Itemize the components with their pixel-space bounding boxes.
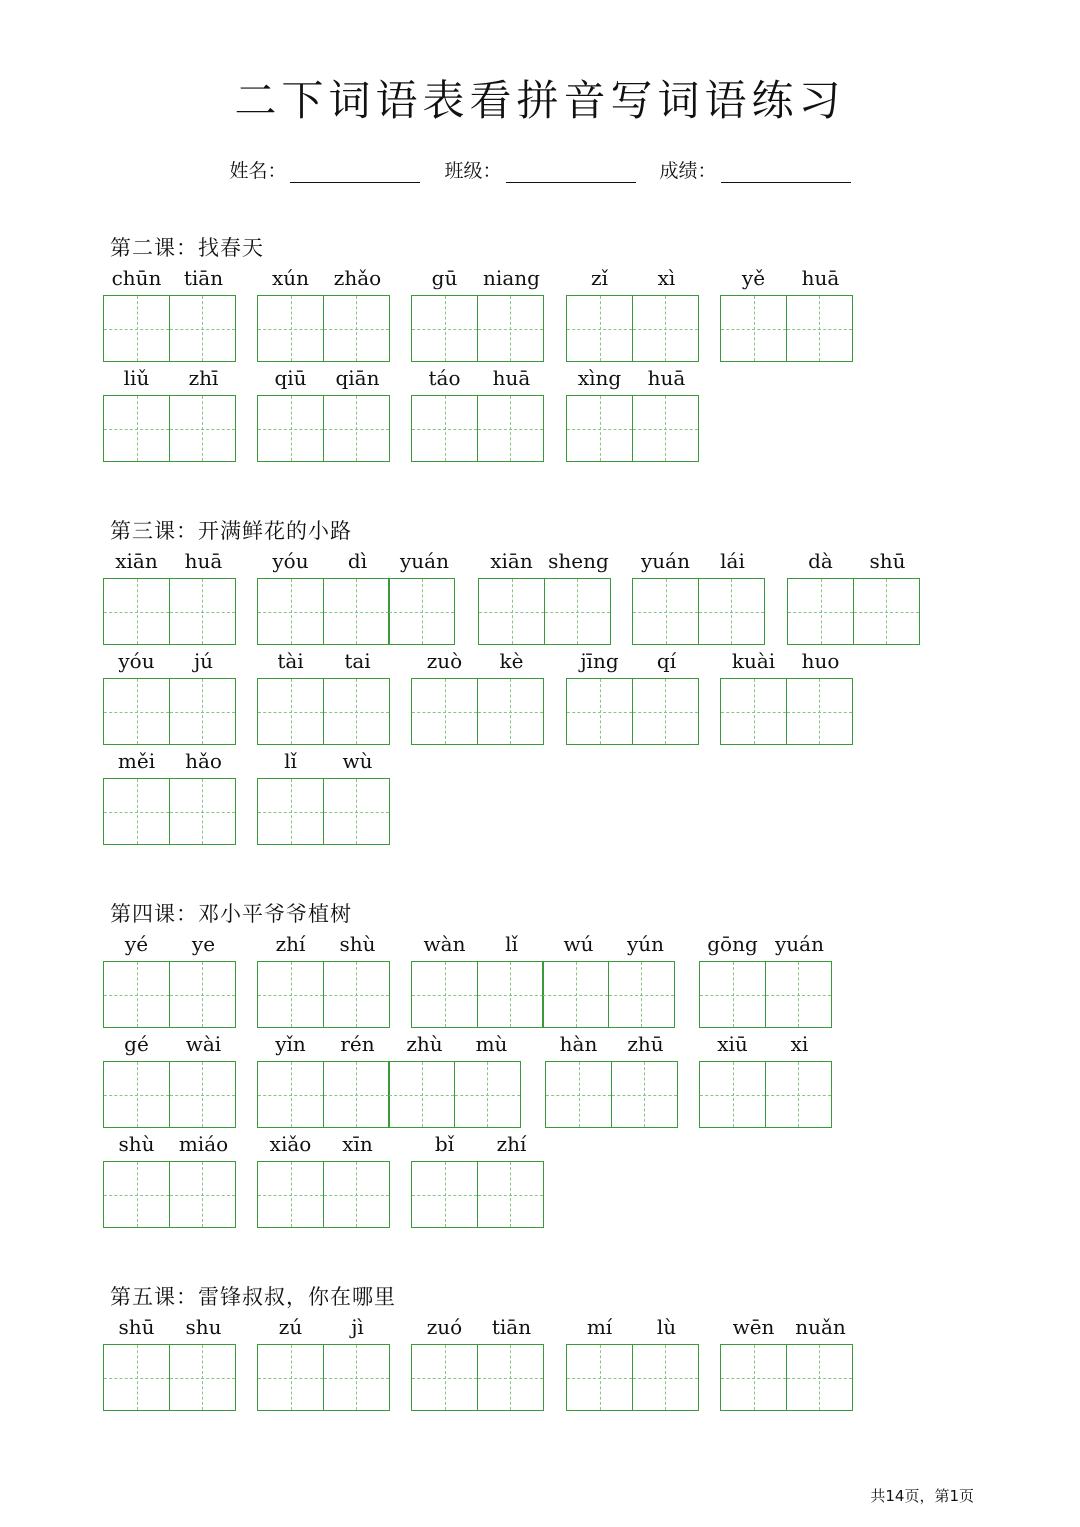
pinyin-syllable: yuán: [400, 549, 449, 573]
word-item: [257, 928, 391, 1028]
word-item: [257, 1128, 391, 1228]
word-item: [257, 262, 391, 362]
pinyin-syllable: xi: [790, 1032, 809, 1056]
pinyin-syllable: kè: [499, 649, 524, 673]
word-item: [411, 1311, 545, 1411]
writing-cell[interactable]: [411, 295, 478, 362]
pinyin-row: [411, 1128, 545, 1161]
pinyin-syllable: xiū: [717, 1032, 748, 1056]
pinyin-row: [103, 1311, 237, 1344]
lesson-title: 第二课：找春天: [110, 236, 264, 260]
writing-cell[interactable]: [699, 1061, 766, 1128]
tianzige-grid: [103, 778, 237, 845]
word-item: [103, 745, 237, 845]
lesson-title: 第三课：开满鲜花的小路: [110, 519, 352, 543]
pinyin-syllable: xì: [657, 266, 676, 290]
writing-cell[interactable]: [786, 678, 853, 745]
tianzige-grid: [257, 961, 391, 1028]
writing-cell[interactable]: [169, 578, 236, 645]
pinyin-syllable: yuán: [641, 549, 690, 573]
pinyin-syllable: xiǎo: [269, 1132, 312, 1156]
word-item: [699, 928, 833, 1028]
writing-cell[interactable]: [787, 578, 854, 645]
pinyin-syllable: huā: [184, 549, 223, 573]
pinyin-syllable: jīng: [580, 649, 619, 673]
pinyin-syllable: yuán: [775, 932, 824, 956]
writing-cell[interactable]: [103, 1161, 170, 1228]
pinyin-row: [699, 1028, 833, 1061]
word-item: [103, 1128, 237, 1228]
pinyin-row: [411, 928, 679, 961]
pinyin-syllable: liǔ: [123, 366, 150, 390]
tianzige-grid: [411, 1161, 545, 1228]
writing-cell[interactable]: [545, 1061, 612, 1128]
word-item: [103, 262, 237, 362]
tianzige-grid: [257, 678, 391, 745]
writing-cell[interactable]: [169, 1061, 236, 1128]
tianzige-grid: [103, 1061, 237, 1128]
pinyin-syllable: zuò: [426, 649, 463, 673]
pinyin-syllable: yóu: [118, 649, 155, 673]
writing-cell[interactable]: [632, 295, 699, 362]
pinyin-row: [411, 362, 545, 395]
tianzige-grid: [257, 778, 391, 845]
pinyin-syllable: gū: [431, 266, 458, 290]
pinyin-syllable: yóu: [272, 549, 309, 573]
word-item: [545, 1028, 679, 1128]
pinyin-row: [257, 545, 458, 578]
tianzige-grid: [103, 678, 237, 745]
word-item: [566, 645, 700, 745]
writing-cell[interactable]: [257, 961, 324, 1028]
pinyin-syllable: zǐ: [591, 266, 608, 290]
word-item: [566, 262, 700, 362]
class-field[interactable]: [444, 156, 635, 183]
writing-cell[interactable]: [103, 578, 170, 645]
pinyin-row: [566, 1311, 700, 1344]
tianzige-grid: [720, 1344, 854, 1411]
writing-cell[interactable]: [632, 578, 699, 645]
writing-cell[interactable]: [323, 678, 390, 745]
pinyin-syllable: rén: [340, 1032, 375, 1056]
tianzige-grid: [411, 395, 545, 462]
word-item: [257, 1028, 525, 1128]
pinyin-syllable: xìng: [577, 366, 622, 390]
pinyin-row: [632, 545, 766, 578]
word-item: [411, 1128, 545, 1228]
pinyin-syllable: wú: [563, 932, 594, 956]
writing-cell[interactable]: [477, 295, 544, 362]
pinyin-syllable: shu: [185, 1315, 222, 1339]
writing-cell[interactable]: [544, 578, 611, 645]
pinyin-row: [545, 1028, 679, 1061]
pinyin-syllable: jì: [351, 1315, 364, 1339]
word-item: [103, 545, 237, 645]
pinyin-syllable: wù: [342, 749, 373, 773]
word-item: [103, 1028, 237, 1128]
pinyin-syllable: wēn: [732, 1315, 775, 1339]
pinyin-syllable: zuó: [426, 1315, 463, 1339]
writing-cell[interactable]: [765, 1061, 832, 1128]
word-item: [411, 362, 545, 462]
word-item: [566, 1311, 700, 1411]
tianzige-grid: [411, 1344, 545, 1411]
pinyin-syllable: tiān: [491, 1315, 532, 1339]
pinyin-syllable: chūn: [111, 266, 162, 290]
pinyin-row: [257, 1311, 391, 1344]
writing-cell[interactable]: [720, 295, 787, 362]
writing-cell[interactable]: [103, 295, 170, 362]
pinyin-syllable: dà: [808, 549, 833, 573]
writing-cell[interactable]: [323, 295, 390, 362]
tianzige-grid: [787, 578, 921, 645]
tianzige-grid: [411, 295, 545, 362]
pinyin-syllable: nuǎn: [795, 1315, 846, 1339]
writing-cell[interactable]: [699, 961, 766, 1028]
writing-cell[interactable]: [566, 395, 633, 462]
pinyin-row: [103, 1028, 237, 1061]
score-label: 成绩：: [659, 160, 717, 182]
writing-cell[interactable]: [169, 295, 236, 362]
writing-cell[interactable]: [257, 778, 324, 845]
pinyin-syllable: tiān: [183, 266, 224, 290]
writing-cell[interactable]: [169, 678, 236, 745]
word-item: [103, 362, 237, 462]
pinyin-row: [411, 262, 545, 295]
word-item: [720, 262, 854, 362]
tianzige-grid: [257, 1344, 391, 1411]
word-item: [103, 645, 237, 745]
writing-cell[interactable]: [786, 1344, 853, 1411]
pinyin-row: [103, 362, 237, 395]
word-item: [257, 745, 391, 845]
tianzige-grid: [566, 1344, 700, 1411]
writing-cell[interactable]: [608, 961, 675, 1028]
writing-cell[interactable]: [566, 295, 633, 362]
writing-cell[interactable]: [169, 778, 236, 845]
pinyin-row: [257, 1028, 525, 1061]
writing-cell[interactable]: [853, 578, 920, 645]
pinyin-syllable: zhǎo: [333, 266, 382, 290]
writing-cell[interactable]: [411, 678, 478, 745]
writing-cell[interactable]: [720, 678, 787, 745]
writing-cell[interactable]: [323, 778, 390, 845]
pinyin-syllable: xiān: [490, 549, 533, 573]
pinyin-syllable: yě: [741, 266, 766, 290]
pinyin-row: [257, 928, 391, 961]
word-item: [257, 645, 391, 745]
pinyin-row: [257, 745, 391, 778]
writing-cell[interactable]: [632, 678, 699, 745]
writing-cell[interactable]: [323, 578, 390, 645]
writing-cell[interactable]: [566, 1344, 633, 1411]
tianzige-grid: [566, 295, 700, 362]
writing-cell[interactable]: [323, 961, 390, 1028]
tianzige-grid: [699, 961, 833, 1028]
pinyin-syllable: miáo: [178, 1132, 229, 1156]
pinyin-row: [720, 262, 854, 295]
pinyin-syllable: ye: [191, 932, 216, 956]
pinyin-syllable: yé: [124, 932, 149, 956]
pinyin-row: [103, 645, 237, 678]
tianzige-grid: [103, 1344, 237, 1411]
pinyin-syllable: zhí: [275, 932, 306, 956]
pinyin-syllable: shù: [339, 932, 376, 956]
tianzige-grid: [632, 578, 766, 645]
writing-cell[interactable]: [411, 1161, 478, 1228]
writing-cell[interactable]: [169, 395, 236, 462]
word-item: [566, 362, 700, 462]
writing-cell[interactable]: [388, 578, 455, 645]
writing-cell[interactable]: [323, 1344, 390, 1411]
pinyin-syllable: zhī: [188, 366, 219, 390]
writing-cell[interactable]: [323, 395, 390, 462]
name-label: 姓名：: [229, 160, 287, 182]
pinyin-syllable: lǐ: [505, 932, 518, 956]
writing-cell[interactable]: [411, 961, 478, 1028]
pinyin-syllable: zú: [278, 1315, 303, 1339]
pinyin-row: [787, 545, 921, 578]
pinyin-row: [478, 545, 612, 578]
writing-cell[interactable]: [169, 961, 236, 1028]
writing-cell[interactable]: [411, 395, 478, 462]
word-item: [103, 928, 237, 1028]
pinyin-syllable: gé: [124, 1032, 149, 1056]
pinyin-row: [411, 1311, 545, 1344]
pinyin-syllable: niang: [483, 266, 540, 290]
writing-cell[interactable]: [257, 295, 324, 362]
pinyin-syllable: qí: [656, 649, 677, 673]
score-field[interactable]: [660, 156, 851, 183]
pinyin-row: [699, 928, 833, 961]
pinyin-syllable: shū: [869, 549, 906, 573]
writing-cell[interactable]: [611, 1061, 678, 1128]
word-item: [257, 1311, 391, 1411]
writing-cell[interactable]: [257, 578, 324, 645]
pinyin-row: [257, 645, 391, 678]
pinyin-syllable: gōng: [707, 932, 758, 956]
writing-cell[interactable]: [477, 395, 544, 462]
pinyin-row: [720, 645, 854, 678]
pinyin-syllable: mí: [586, 1315, 613, 1339]
tianzige-grid: [545, 1061, 679, 1128]
tianzige-grid: [257, 578, 458, 645]
pinyin-row: [103, 745, 237, 778]
tianzige-grid: [257, 1061, 525, 1128]
writing-cell[interactable]: [478, 578, 545, 645]
writing-cell[interactable]: [454, 1061, 521, 1128]
pinyin-syllable: huā: [801, 266, 840, 290]
writing-cell[interactable]: [388, 1061, 455, 1128]
pinyin-syllable: xiān: [115, 549, 158, 573]
word-item: [257, 362, 391, 462]
pinyin-syllable: shù: [118, 1132, 155, 1156]
tianzige-grid: [411, 678, 545, 745]
word-item: [720, 1311, 854, 1411]
class-blank[interactable]: [506, 160, 636, 183]
student-info-row: [0, 156, 1080, 183]
pinyin-syllable: tai: [344, 649, 371, 673]
word-item: [787, 545, 921, 645]
pinyin-syllable: zhí: [496, 1132, 527, 1156]
pinyin-syllable: wài: [185, 1032, 222, 1056]
pinyin-syllable: huā: [492, 366, 531, 390]
pinyin-syllable: zhù: [406, 1032, 443, 1056]
class-label: 班级：: [444, 160, 502, 182]
tianzige-grid: [478, 578, 612, 645]
tianzige-grid: [103, 578, 237, 645]
pinyin-row: [103, 928, 237, 961]
pinyin-syllable: yún: [626, 932, 665, 956]
pinyin-syllable: měi: [117, 749, 156, 773]
pinyin-row: [257, 262, 391, 295]
pinyin-syllable: lù: [656, 1315, 677, 1339]
tianzige-grid: [257, 395, 391, 462]
pinyin-row: [566, 362, 700, 395]
writing-cell[interactable]: [103, 1344, 170, 1411]
pinyin-syllable: táo: [428, 366, 461, 390]
word-item: [699, 1028, 833, 1128]
pinyin-syllable: tài: [277, 649, 304, 673]
writing-cell[interactable]: [477, 1344, 544, 1411]
writing-cell[interactable]: [257, 395, 324, 462]
pinyin-syllable: dì: [347, 549, 368, 573]
pinyin-syllable: lǐ: [284, 749, 297, 773]
pinyin-syllable: xīn: [342, 1132, 373, 1156]
pinyin-syllable: qiū: [274, 366, 307, 390]
tianzige-grid: [720, 678, 854, 745]
pinyin-syllable: xún: [271, 266, 310, 290]
pinyin-syllable: wàn: [423, 932, 466, 956]
word-item: [411, 262, 545, 362]
name-field[interactable]: [229, 156, 420, 183]
writing-cell[interactable]: [103, 961, 170, 1028]
pinyin-row: [257, 362, 391, 395]
writing-cell[interactable]: [477, 961, 544, 1028]
pinyin-row: [720, 1311, 854, 1344]
writing-cell[interactable]: [477, 678, 544, 745]
word-item: [257, 545, 458, 645]
pinyin-syllable: bǐ: [434, 1132, 455, 1156]
word-item: [411, 928, 679, 1028]
pinyin-row: [566, 262, 700, 295]
page-title: 二下词语表看拼音写词语练习: [234, 76, 846, 125]
writing-cell[interactable]: [103, 778, 170, 845]
writing-cell[interactable]: [477, 1161, 544, 1228]
lesson-title: 第五课：雷锋叔叔，你在哪里: [110, 1285, 396, 1309]
writing-cell[interactable]: [411, 1344, 478, 1411]
pinyin-syllable: hàn: [559, 1032, 598, 1056]
pinyin-syllable: shū: [118, 1315, 155, 1339]
tianzige-grid: [411, 961, 679, 1028]
pinyin-syllable: sheng: [548, 549, 609, 573]
writing-cell[interactable]: [323, 1161, 390, 1228]
pinyin-row: [411, 645, 545, 678]
word-item: [720, 645, 854, 745]
writing-cell[interactable]: [103, 678, 170, 745]
pinyin-row: [103, 262, 237, 295]
tianzige-grid: [699, 1061, 833, 1128]
page-footer: 共14页，第1页: [870, 1487, 974, 1505]
writing-cell[interactable]: [103, 395, 170, 462]
writing-cell[interactable]: [169, 1344, 236, 1411]
pinyin-syllable: lái: [720, 549, 745, 573]
writing-cell[interactable]: [720, 1344, 787, 1411]
tianzige-grid: [566, 678, 700, 745]
name-blank[interactable]: [290, 160, 420, 183]
writing-cell[interactable]: [257, 1161, 324, 1228]
tianzige-grid: [257, 1161, 391, 1228]
pinyin-syllable: hǎo: [185, 749, 222, 773]
lesson-title: 第四课：邓小平爷爷植树: [110, 902, 352, 926]
writing-cell[interactable]: [169, 1161, 236, 1228]
pinyin-syllable: mù: [475, 1032, 508, 1056]
writing-cell[interactable]: [323, 1061, 390, 1128]
pinyin-syllable: zhū: [627, 1032, 664, 1056]
writing-cell[interactable]: [257, 678, 324, 745]
pinyin-syllable: yǐn: [275, 1032, 306, 1056]
tianzige-grid: [103, 961, 237, 1028]
word-item: [478, 545, 612, 645]
word-item: [632, 545, 766, 645]
writing-cell[interactable]: [103, 1061, 170, 1128]
writing-cell[interactable]: [698, 578, 765, 645]
writing-cell[interactable]: [257, 1344, 324, 1411]
writing-cell[interactable]: [566, 678, 633, 745]
word-item: [103, 1311, 237, 1411]
pinyin-row: [257, 1128, 391, 1161]
pinyin-row: [566, 645, 700, 678]
tianzige-grid: [257, 295, 391, 362]
pinyin-row: [103, 545, 237, 578]
tianzige-grid: [103, 1161, 237, 1228]
writing-cell[interactable]: [542, 961, 609, 1028]
tianzige-grid: [103, 395, 237, 462]
pinyin-syllable: kuài: [731, 649, 776, 673]
pinyin-syllable: huo: [801, 649, 840, 673]
writing-cell[interactable]: [632, 1344, 699, 1411]
writing-cell[interactable]: [632, 395, 699, 462]
pinyin-syllable: qiān: [335, 366, 380, 390]
writing-cell[interactable]: [765, 961, 832, 1028]
word-item: [411, 645, 545, 745]
writing-cell[interactable]: [257, 1061, 324, 1128]
pinyin-syllable: jú: [193, 649, 214, 673]
pinyin-syllable: huā: [647, 366, 686, 390]
tianzige-grid: [103, 295, 237, 362]
tianzige-grid: [566, 395, 700, 462]
writing-cell[interactable]: [786, 295, 853, 362]
pinyin-row: [103, 1128, 237, 1161]
tianzige-grid: [720, 295, 854, 362]
score-blank[interactable]: [721, 160, 851, 183]
